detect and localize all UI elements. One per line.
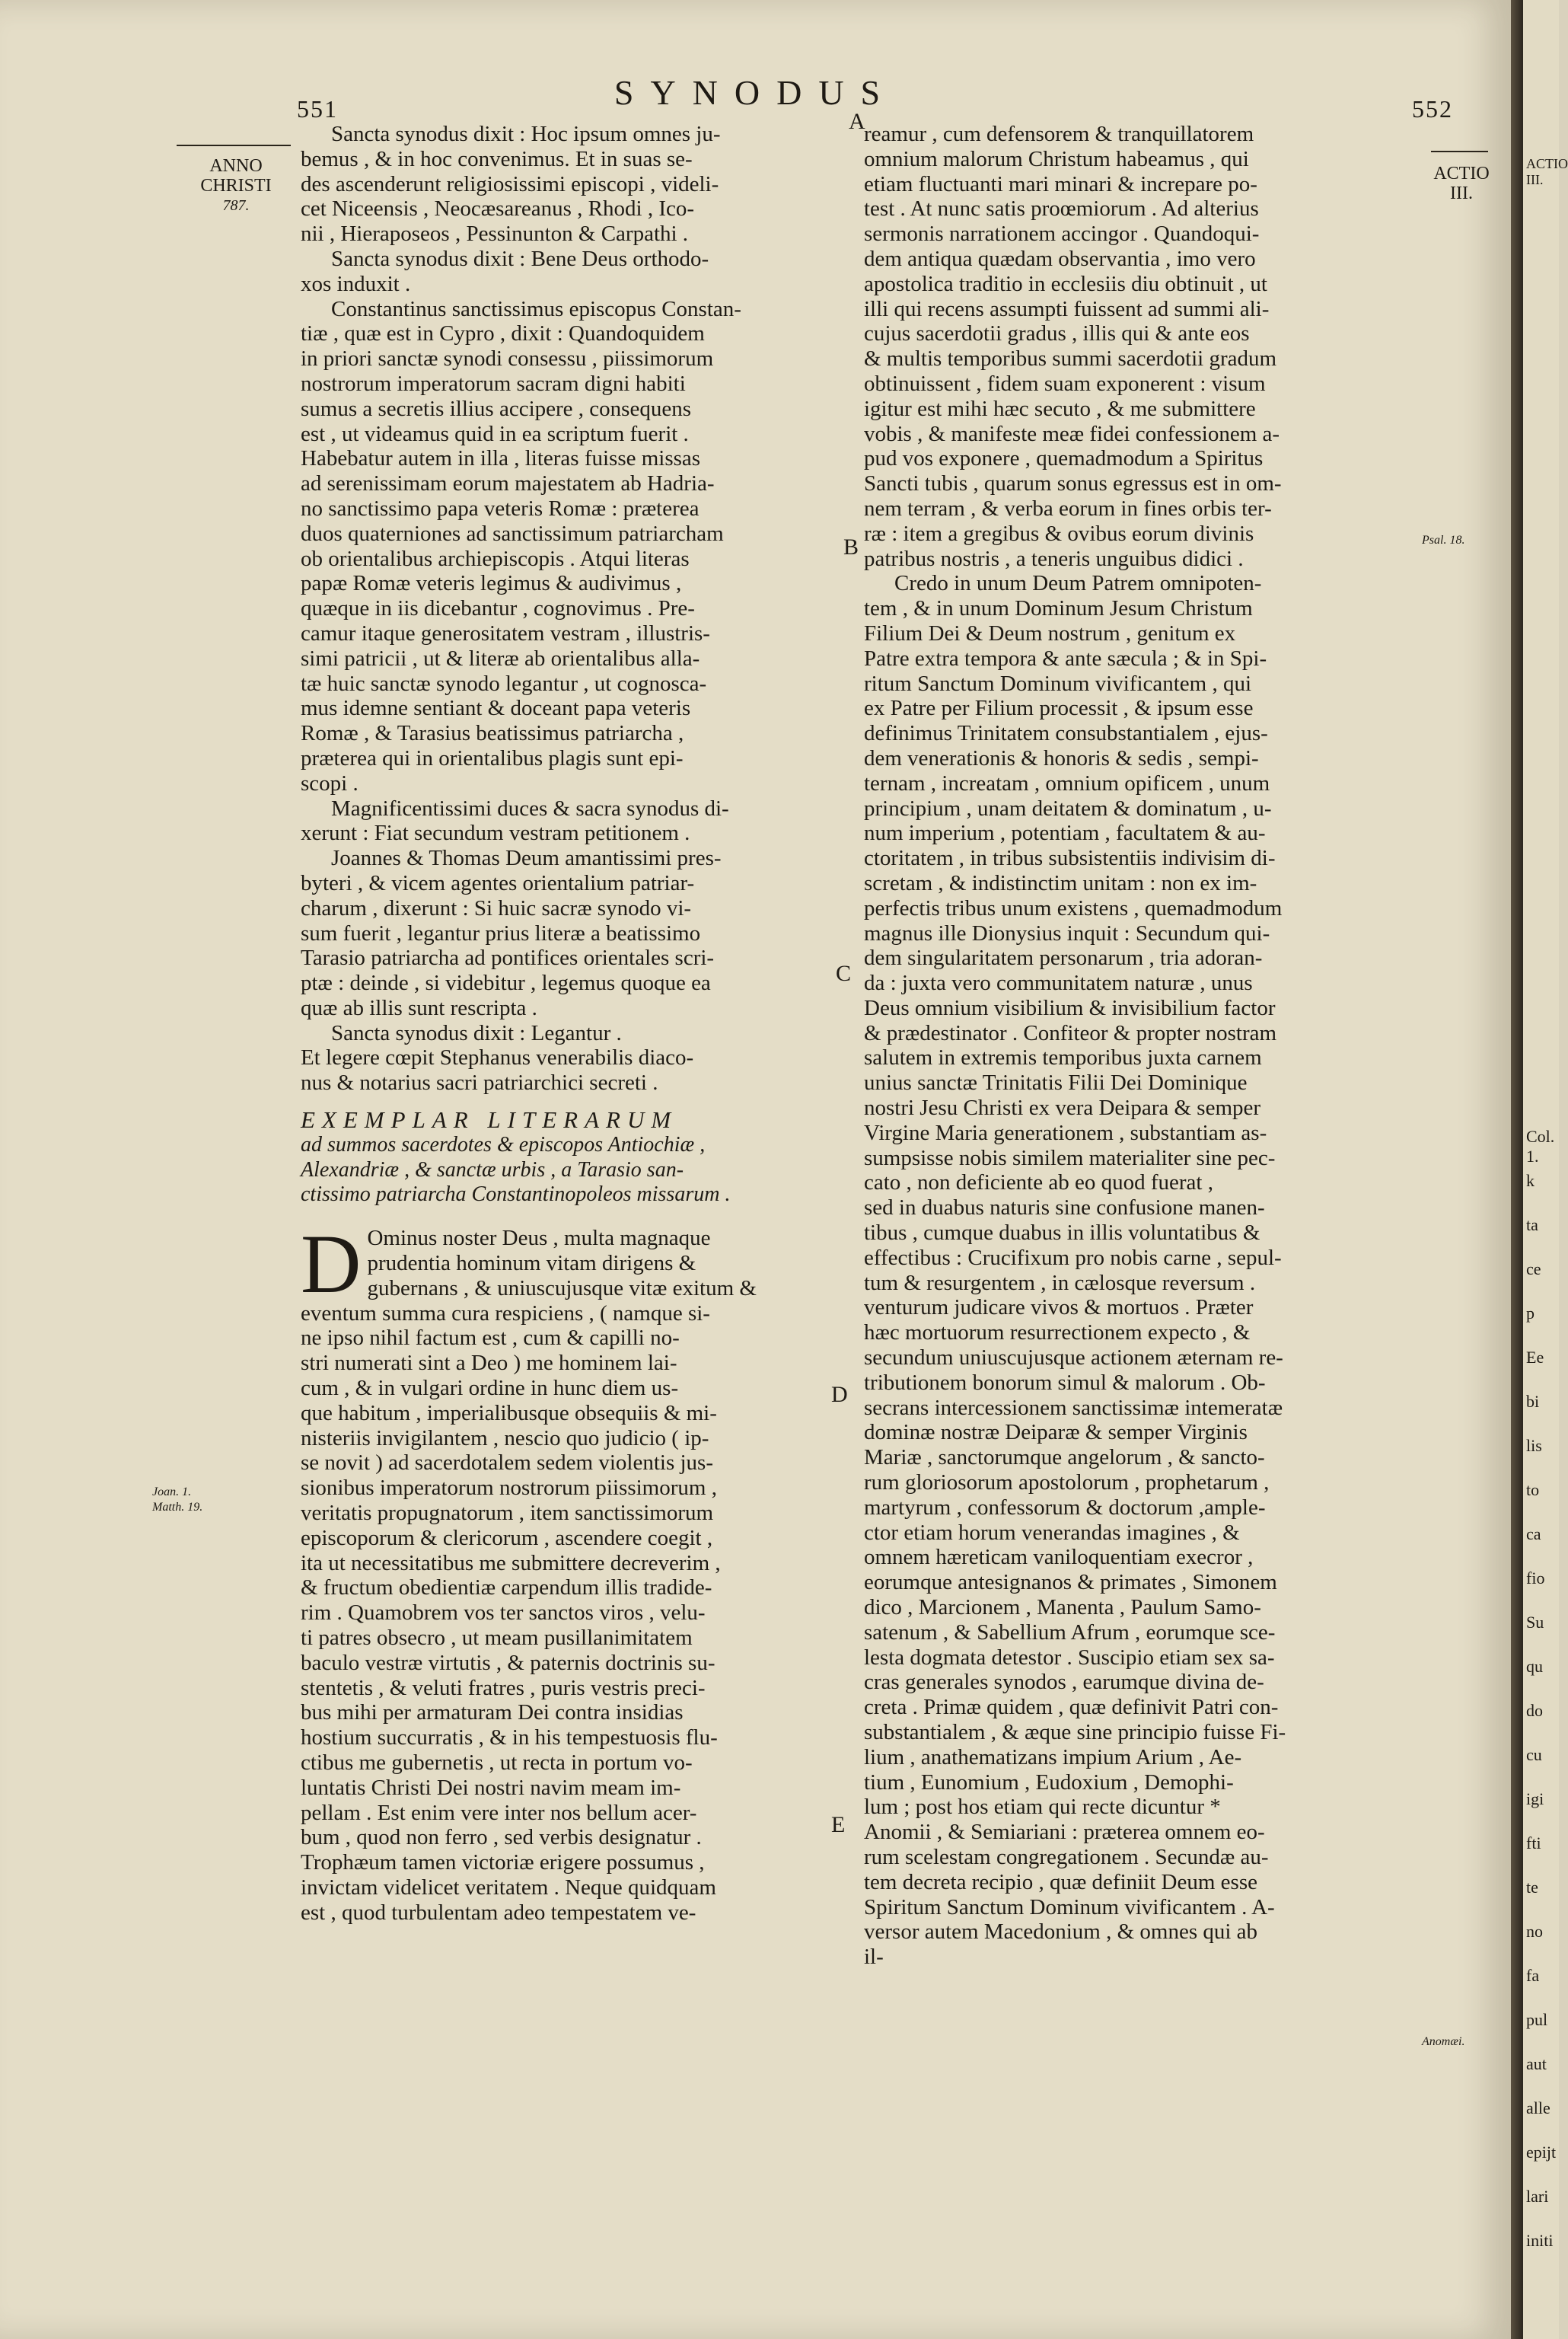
text-line: pud vos exponere , quemadmodum a Spiritus [864,446,1264,471]
text-line: tium , Eunomium , Eudoxium , Demophi- [864,1769,1234,1795]
text-line: Patre extra tempora & ante sæcula ; & in Spi- [864,646,1267,671]
ref-joan: Joan. 1. [152,1485,192,1498]
text-line: num imperium , potentiam , facultatem & au- [864,821,1266,846]
book-gutter [1511,0,1523,2339]
text-line: cum , & in vulgari ordine in hunc diem us- [301,1376,679,1401]
text-line: prudentia hominum vitam dirigens & [367,1251,696,1276]
adjacent-page-edge [1523,0,1568,2339]
anno-christi-note [183,156,289,215]
text-line: bum , quod non ferro , sed verbis designatur . [301,1825,702,1850]
text-line: rum gloriosorum apostolorum , prophetarum , [864,1470,1270,1495]
text-line: cras generales synodos , earumque divina de- [864,1670,1264,1695]
text-line: ex Patre per Filium processit , & ipsum esse [864,696,1254,721]
text-line: episcoporum & clericorum , ascendere coegit , [301,1525,713,1550]
adjacent-text-fragment: ce [1526,1259,1541,1278]
actio-note [1423,164,1499,203]
drop-cap: D [301,1217,362,1311]
text-line: quæque in iis dicebantur , cognovimus . Pre- [301,596,695,621]
scripture-ref-psal: Psal. 18. [1422,534,1465,547]
text-line: versor autem Macedonium , & omnes qui ab [864,1919,1258,1945]
text-line: rim . Quamobrem vos ter sanctos viros , velu- [301,1600,706,1626]
marginal-anomaei: Anomæi. [1422,2035,1465,2048]
text-line: Deus omnium visibilium & invisibilium factor [864,995,1276,1020]
text-line: Constantinus sanctissimus episcopus Constan- [331,296,741,321]
text-line: Et legere cœpit Stephanus venerabilis diaco- [301,1045,694,1071]
text-line: in priori sanctæ synodi consessu , piissimorum [301,346,714,372]
text-line: igitur est mihi hæc secuto , & me submittere [864,396,1256,421]
text-line: Habebatur autem in illa , literas fuisse missas [301,446,701,471]
adjacent-running-head: ACTIO III. [1526,156,1568,187]
text-line: & fructum obedientiæ carpendum illis tradide- [301,1575,712,1600]
adjacent-text-fragment: bi [1526,1392,1540,1411]
text-line: illi qui recens assumpti fuissent ad summi ali- [864,296,1270,321]
text-line: bus mihi per armaturam Dei contra insidias [301,1700,684,1725]
text-line: nostri Jesu Christi ex vera Deipara & semper [864,1096,1261,1121]
text-line: secrans intercessionem sanctissimæ intemeratæ [864,1395,1283,1420]
text-line: est , ut videamus quid in ea scriptum fuerit . [301,421,689,446]
text-line: xerunt : Fiat secundum vestram petitionem . [301,821,690,846]
text-line: effectibus : Crucifixum pro nobis carne , sepul- [864,1245,1282,1270]
text-line: lesta dogmata detestor . Suscipio etiam sex sa- [864,1645,1275,1670]
text-line: ctibus me gubernetis , ut recta in portum vo- [301,1750,693,1775]
text-line: dem antiqua quædam observantia , imo vero [864,246,1256,271]
text-line: Sancta synodus dixit : Legantur . [331,1020,622,1045]
adjacent-text-fragment: fio [1526,1568,1545,1588]
text-line: gubernans , & uniuscujusque vitæ exitum & [367,1275,757,1300]
section-letter-e: E [831,1812,846,1837]
text-line: nem terram , & verba eorum in fines orbis ter- [864,496,1272,521]
adjacent-text-fragment: ta [1526,1215,1538,1234]
text-line: vobis , & manifeste meæ fidei confessionem a- [864,421,1280,446]
section-letter-a: A [849,109,865,134]
text-line: reamur , cum defensorem & tranquillatorem [864,122,1254,146]
text-line: sermonis narrationem accingor . Quandoqui- [864,222,1260,247]
text-line: stentetis , & veluti fratres , puris vestris preci- [301,1675,706,1700]
text-line: ad serenissimam eorum majestatem ab Hadria- [301,471,715,496]
text-line: lum ; post hos etiam qui recte dicuntur * [864,1795,1221,1820]
text-line: simi patricii , ut & literæ ab orientalibus alla- [301,646,700,671]
text-line: Sancti tubis , quarum sonus egressus est in om- [864,471,1282,496]
text-line: martyrum , confessorum & doctorum ,ample- [864,1495,1266,1520]
adjacent-text-fragment: no [1526,1922,1543,1941]
adjacent-text-fragment: lis [1526,1436,1542,1455]
adjacent-text-fragment: epijt [1526,2143,1557,2162]
letter-body [301,1217,860,1925]
text-line: ob orientalibus archiepiscopis . Atqui literas [301,546,690,571]
text-line: cato , non deficiente ab eo quod fuerat , [864,1170,1213,1195]
text-line: dem singularitatem personarum , tria adoran- [864,946,1263,971]
text-line: Virgine Maria generationem , substantiam as- [864,1120,1267,1145]
actio-number: III. [1450,183,1473,203]
exemplar-subheading: ad summos sacerdotes & episcopos Antiochiæ , [301,1132,706,1157]
text-line: scretam , & indistinctim unitam : non ex im- [864,870,1257,895]
text-line: charum , dixerunt : Si huic sacræ synodo vi- [301,895,692,921]
text-line: cujus sacerdotii gradus , illis qui & ante eos [864,321,1250,346]
text-line: tiæ , quæ est in Cypro , dixit : Quandoquidem [301,321,705,346]
adjacent-text-fragment: igi [1526,1789,1544,1808]
adjacent-text-fragment: Ee [1526,1348,1544,1367]
adjacent-text-fragment: Col. 1. [1526,1127,1555,1166]
adjacent-text-fragment: pul [1526,2010,1548,2029]
text-line: est , quod turbulentam adeo tempestatem ve- [301,1900,696,1925]
text-line: tributionem bonorum simul & malorum . Ob- [864,1370,1266,1395]
page-number-left: 551 [297,95,338,123]
text-line: Tarasio patriarcha ad pontifices orientales scri- [301,946,715,971]
text-line: luntatis Christi Dei nostri navim meam im- [301,1775,681,1800]
text-line: rum scelestam congregationem . Secundæ au- [864,1844,1269,1869]
text-line: camur itaque generositatem vestram , illustris- [301,621,710,646]
text-line: ræ : item a gregibus & ovibus eorum divinis [864,521,1254,546]
text-line: satenum , & Sabellium Afrum , eorumque sce- [864,1619,1276,1645]
adjacent-text-fragment: fti [1526,1833,1541,1852]
text-line: cet Niceensis , Neocæsareanus , Rhodi , Ico- [301,196,695,222]
text-line: sionibus imperatorum nostrorum piissimorum , [301,1476,717,1501]
text-line: creta . Primæ quidem , quæ definivit Patri con- [864,1695,1279,1720]
text-line: scopi . [301,771,359,796]
text-line: sumus a secretis illius accipere , consequens [301,396,691,421]
anno-year: 787. [222,197,250,214]
adjacent-text-fragment: alle [1526,2098,1550,2117]
text-line: des ascenderunt religiosissimi episcopi , videli- [301,171,719,196]
text-line: Romæ , & Tarasius beatissimus patriarcha , [301,721,684,746]
text-line: omnem hæreticam vaniloquentiam execror , [864,1545,1254,1570]
text-line: tæ huic sanctæ synodo legantur , ut cognosca- [301,671,707,696]
text-line: stri numerati sint a Deo ) me hominem lai- [301,1351,677,1376]
text-line: invictam videlicet veritatem . Neque quidquam [301,1875,716,1900]
text-line: veritatis propugnatorum , item sanctissimorum [301,1501,714,1526]
adjacent-text-fragment: p [1526,1304,1535,1323]
text-line: principium , unam deitatem & dominatum , u- [864,796,1272,821]
text-line: Sancta synodus dixit : Bene Deus orthodo- [331,246,709,271]
text-line: dem venerationis & honoris & sedis , sempi- [864,745,1259,771]
text-line: no sanctissimo papa veteris Romæ : præterea [301,496,700,521]
text-line: Sancta synodus dixit : Hoc ipsum omnes ju- [331,122,721,146]
text-line: lium , anathematizans impium Arium , Ae- [864,1744,1242,1769]
text-line: definimus Trinitatem consubstantialem , ejus- [864,721,1268,746]
adjacent-text-fragment: fa [1526,1966,1540,1985]
text-line: sed in duabus naturis sine confusione manen- [864,1195,1265,1221]
christi-label: CHRISTI [200,176,272,196]
text-line: ternam , increatam , omnium opificem , unum [864,771,1270,796]
text-line: ti patres obsecro , ut meam pusillanimitatem [301,1626,693,1651]
actio-label: ACTIO [1433,164,1490,183]
text-line: ctor etiam horum venerandas imagines , & [864,1520,1240,1545]
text-line: Joannes & Thomas Deum amantissimi pres- [331,846,722,871]
text-line: ita ut necessitatibus me submittere decreverim , [301,1550,721,1575]
adjacent-text-fragment: cu [1526,1745,1542,1764]
text-line: etiam fluctuanti mari minari & increpare po- [864,171,1257,196]
text-line: Credo in unum Deum Patrem omnipoten- [894,571,1262,596]
text-line: tibus , cumque duabus in illis voluntatibus & [864,1221,1260,1246]
text-line: pellam . Est enim vere inter nos bellum acer- [301,1800,697,1825]
adjacent-text-fragment: qu [1526,1657,1543,1676]
text-line: baculo vestræ virtutis , & paternis doctrinis su- [301,1650,715,1675]
text-line: patribus nostris , a teneris unguibus didici . [864,546,1244,571]
text-line: Filium Dei & Deum nostrum , genitum ex [864,621,1236,646]
header-rule-right [1431,151,1488,152]
text-line: venturum judicare vivos & mortuos . Præter [864,1295,1254,1320]
exemplar-heading: EXEMPLAR LITERARUM [301,1106,678,1134]
text-line: eventum summa cura respiciens , ( namque si- [301,1300,710,1326]
text-line: ctoritatem , in tribus subsistentiis indivisim di- [864,846,1276,871]
scripture-ref-joan-matth [152,1485,244,1515]
text-line: hostium succurratis , & in his tempestuosis flu- [301,1725,718,1750]
section-letter-b: B [843,534,859,560]
text-line: omnium malorum Christum habeamus , qui [864,146,1249,171]
text-line: apostolica traditio in ecclesiis diu obtinuit , ut [864,271,1267,296]
text-line: ne ipso nihil factum est , cum & capilli no- [301,1326,680,1351]
text-line: da : juxta vero communitatem naturæ , unus [864,971,1253,996]
left-column [301,122,860,1926]
adjacent-text-fragment: lari [1526,2187,1549,2206]
running-head [0,72,1511,123]
text-line: papæ Romæ veteris legimus & audivimus , [301,571,682,596]
text-line: eorumque antesignanos & primates , Simonem [864,1570,1277,1595]
text-line: Trophæum tamen victoriæ erigere possumus , [301,1850,705,1875]
text-line: præterea qui in orientalibus plagis sunt epi- [301,745,684,771]
ref-matth: Matth. 19. [152,1501,203,1514]
adjacent-text-fragment: initi [1526,2231,1554,2250]
text-line: magnus ille Dionysius inquit : Secundum qui- [864,921,1270,946]
text-line: mus idemne sentiant & doceant papa veteris [301,696,691,721]
text-line: Mariæ , sanctorumque angelorum , & sancto- [864,1445,1265,1470]
page-number-right: 552 [1412,95,1453,123]
running-title: SYNODUS [613,73,897,112]
text-line: nus & notarius sacri patriarchici secreti . [301,1071,658,1096]
text-line: byteri , & vicem agentes orientalium patriar- [301,870,695,895]
text-line: perfectis tribus unum existens , quemadmodum [864,895,1283,921]
text-line: tem , & in unum Dominum Jesum Christum [864,596,1253,621]
text-line: sumpsisse nobis similem materialiter sine pec- [864,1145,1276,1170]
text-line: hæc mortuorum resurrectionem expecto , & [864,1320,1251,1345]
text-line: & multis temporibus summi sacerdotii gradum [864,346,1277,372]
section-letter-d: D [831,1382,848,1407]
exemplar-subheading: Alexandriæ , & sanctæ urbis , a Tarasio san- [301,1157,684,1182]
text-line: obtinuissent , fidem suam exponerent : visum [864,371,1266,396]
text-line: Spiritum Sanctum Dominum vivificantem . A- [864,1894,1275,1919]
text-line: nostrorum imperatorum sacram digni habiti [301,371,686,396]
text-line: xos induxit . [301,271,411,296]
text-line: Anomii , & Semiariani : præterea omnem eo- [864,1820,1265,1845]
right-column [864,122,1420,1970]
adjacent-text-fragment: te [1526,1878,1538,1897]
section-letter-c: C [836,961,852,986]
text-line: Magnificentissimi duces & sacra synodus di- [331,796,729,821]
text-line: & prædestinator . Confiteor & propter nostram [864,1020,1277,1045]
text-line: secundum uniuscujusque actionem æternam re- [864,1345,1283,1371]
adjacent-text-fragment: do [1526,1701,1543,1720]
text-line: substantialem , & æque sine principio fuisse Fi- [864,1720,1286,1744]
text-line: dico , Marcionem , Manenta , Paulum Samo- [864,1595,1261,1620]
header-rule-left [177,145,291,146]
text-line: se novit ) ad sacerdotalem sedem violentis jus- [301,1450,713,1476]
text-line: tem decreta recipio , quæ definiit Deum esse [864,1869,1257,1894]
text-line: ritum Sanctum Dominum vivificantem , qui [864,671,1252,696]
text-line: dominæ nostræ Deiparæ & semper Virginis [864,1420,1248,1445]
text-line: unius sanctæ Trinitatis Filii Dei Dominique [864,1071,1248,1096]
adjacent-text-fragment: Su [1526,1613,1544,1632]
text-line: bemus , & in hoc convenimus. Et in suas se- [301,146,693,171]
text-line: tum & resurgentem , in cælosque reversum . [864,1270,1256,1295]
text-line: il- [864,1945,884,1970]
text-line: duos quaterniones ad sanctissimum patriarcham [301,521,724,546]
text-line: test . At nunc satis proœmiorum . Ad alterius [864,196,1259,222]
text-line: sum fuerit , legantur prius literæ a beatissimo [301,921,701,946]
adjacent-text-fragment: ca [1526,1524,1541,1543]
adjacent-text-fragment: k [1526,1171,1535,1190]
anno-label: ANNO [209,156,263,176]
text-line: quæ ab illis sunt rescripta . [301,995,537,1020]
adjacent-text-fragment: to [1526,1480,1540,1499]
text-line: que habitum , imperialibusque obsequiis & mi- [301,1400,717,1425]
text-line: salutem in extremis temporibus juxta carnem [864,1045,1262,1071]
text-line: ptæ : deinde , si videbitur , legemus quoque ea [301,971,711,996]
adjacent-text-fragment: aut [1526,2054,1547,2073]
text-line: nii , Hieraposeos , Pessinunton & Carpathi . [301,222,689,247]
text-line: Ominus noster Deus , multa magnaque [367,1226,711,1251]
exemplar-subheading: ctissimo patriarcha Constantinopoleos missarum . [301,1182,731,1207]
text-line: nisteriis invigilantem , nescio quo judicio ( ip- [301,1425,709,1450]
